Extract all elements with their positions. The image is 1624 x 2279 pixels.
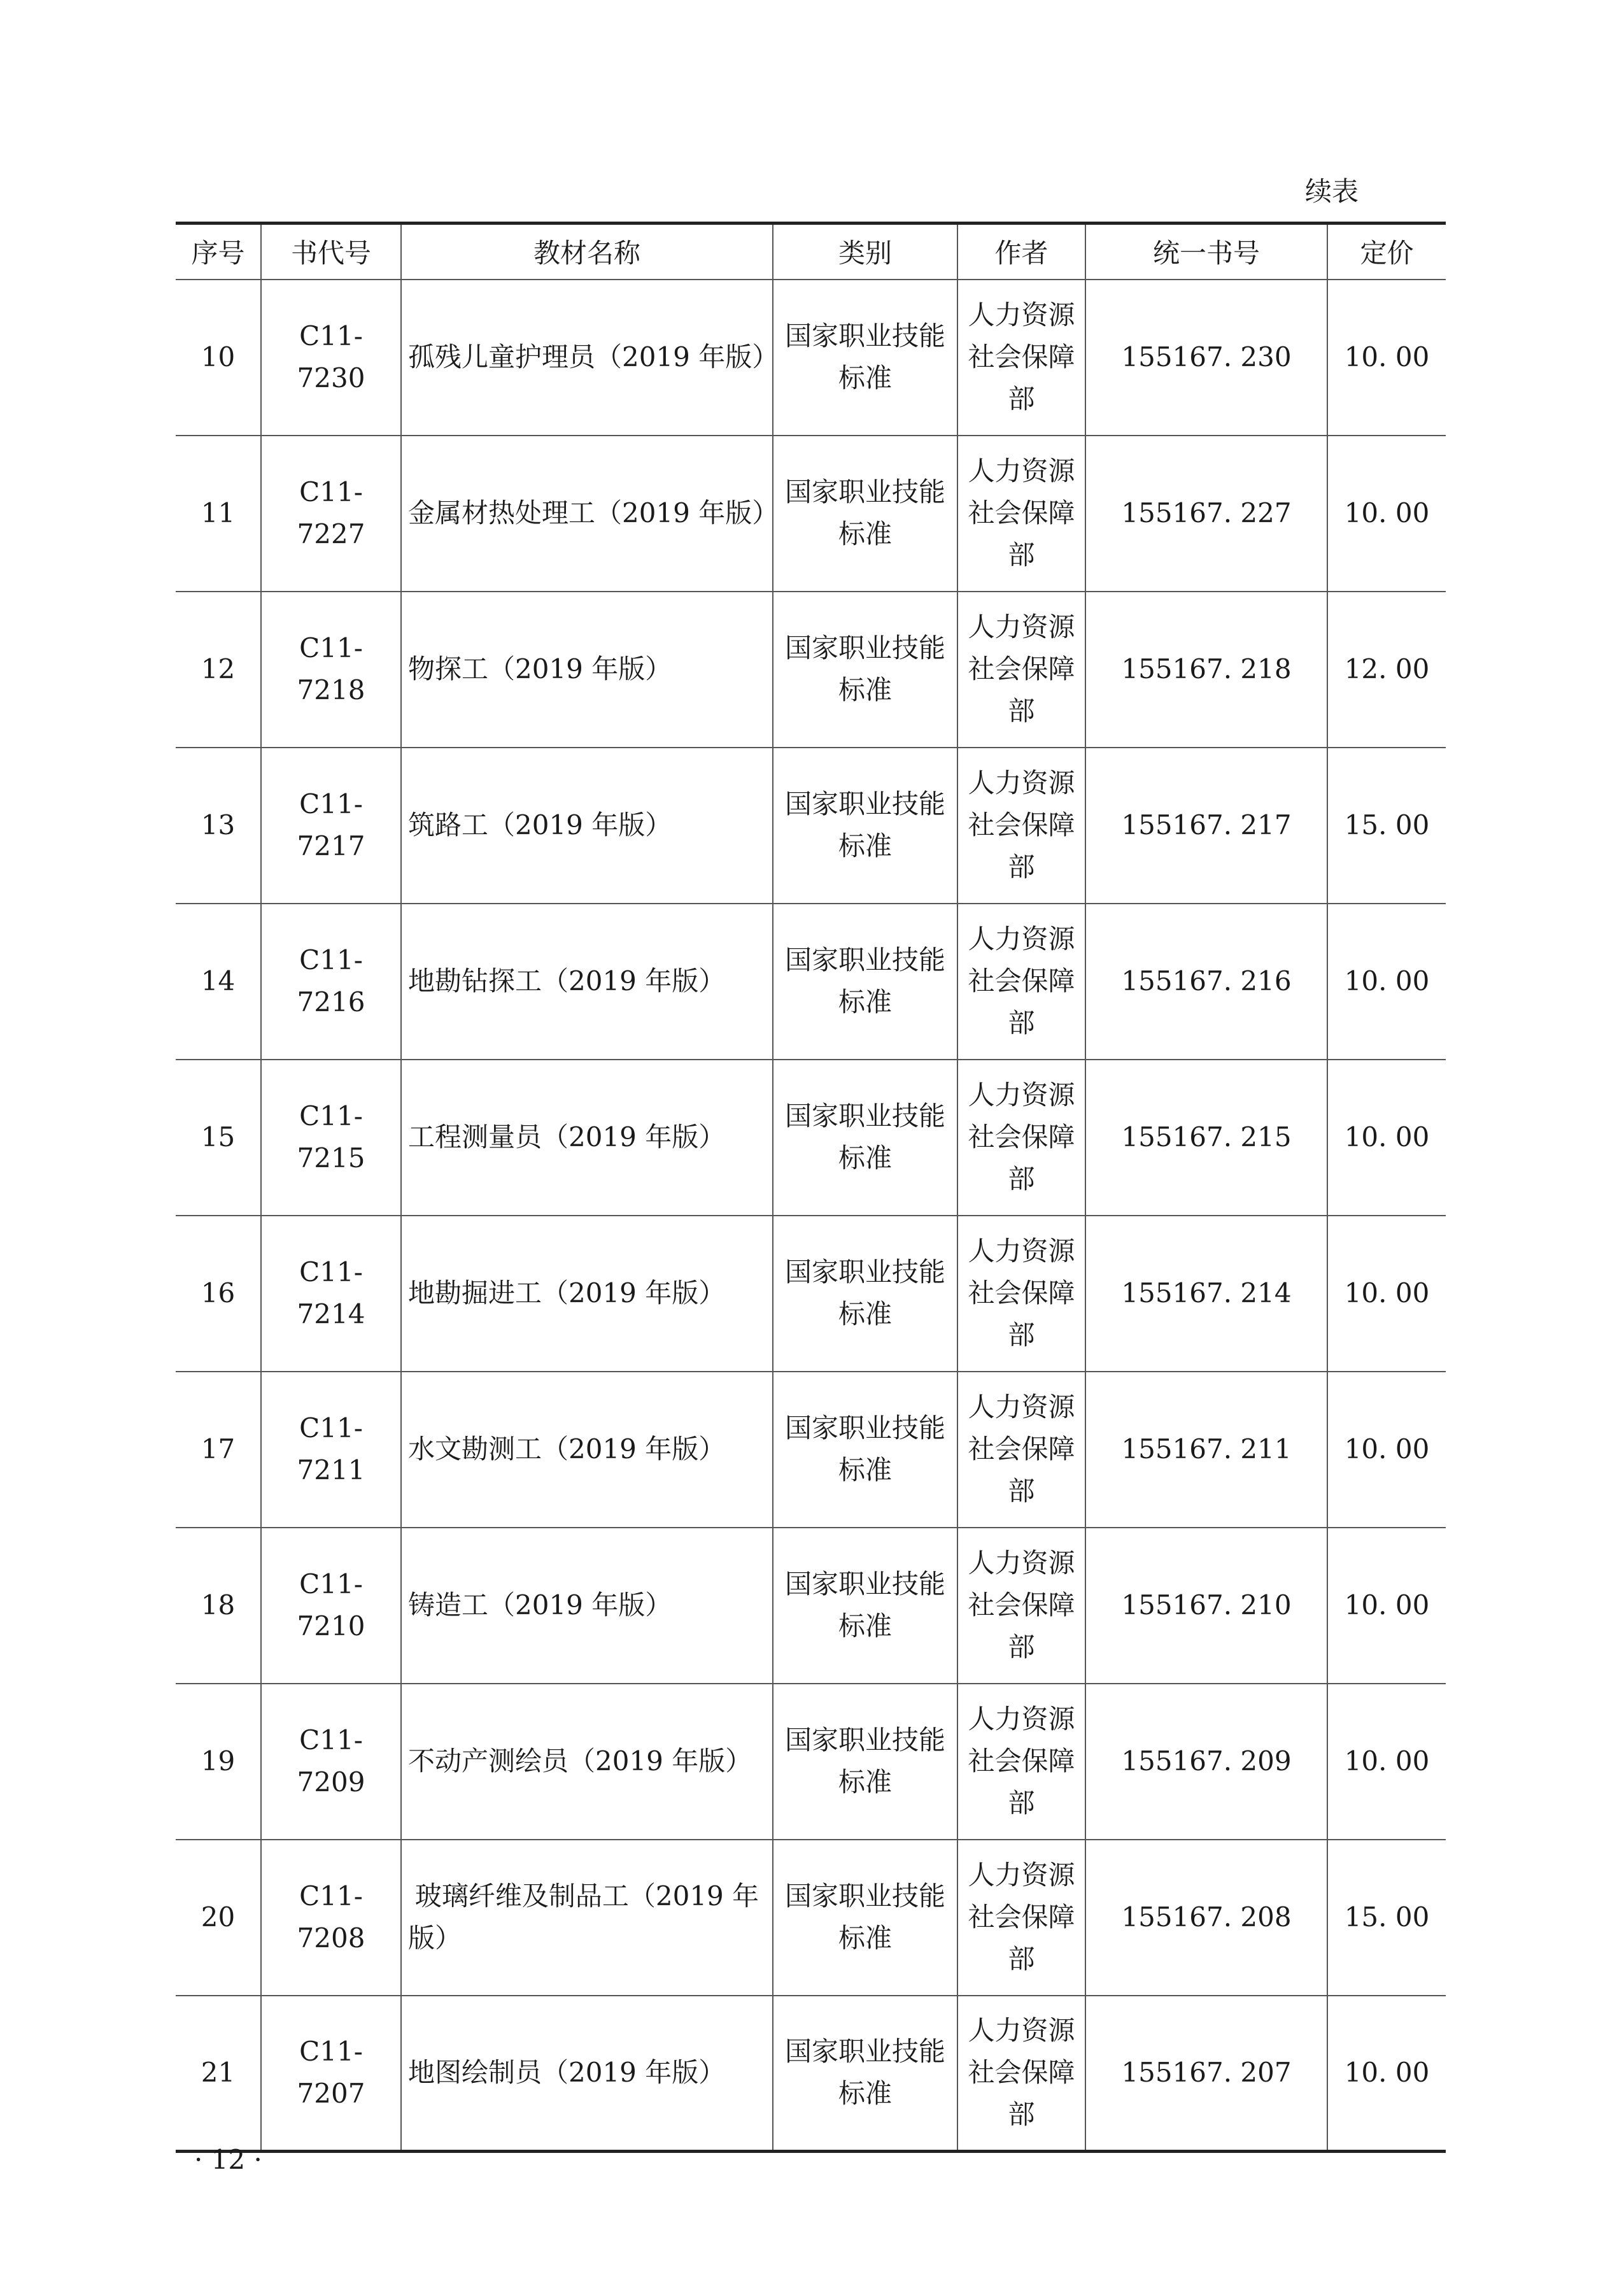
cell-index: 18 <box>176 1528 261 1684</box>
cell-author: 人力资源社会保障部 <box>957 1996 1085 2152</box>
cell-author: 人力资源社会保障部 <box>957 1060 1085 1216</box>
cell-type: 国家职业技能标准 <box>773 1372 957 1528</box>
cell-index: 11 <box>176 436 261 592</box>
cell-isbn: 155167. 215 <box>1085 1060 1327 1216</box>
cell-author: 人力资源社会保障部 <box>957 1840 1085 1996</box>
page-number: · 12 · <box>194 2144 262 2175</box>
cell-price: 10. 00 <box>1327 1528 1446 1684</box>
table-row <box>176 1840 1446 1996</box>
cell-isbn: 155167. 207 <box>1085 1996 1327 2152</box>
cell-price: 10. 00 <box>1327 1216 1446 1372</box>
table-row <box>176 592 1446 748</box>
cell-author: 人力资源社会保障部 <box>957 1372 1085 1528</box>
cell-price: 10. 00 <box>1327 904 1446 1060</box>
table-row <box>176 1060 1446 1216</box>
cell-name: 孤残儿童护理员（2019 年版） <box>401 280 773 436</box>
cell-author: 人力资源社会保障部 <box>957 280 1085 436</box>
cell-type: 国家职业技能标准 <box>773 1996 957 2152</box>
column-header-price: 定价 <box>1327 224 1446 280</box>
cell-type: 国家职业技能标准 <box>773 436 957 592</box>
cell-name: 铸造工（2019 年版） <box>401 1528 773 1684</box>
cell-code: C11-7208 <box>261 1840 401 1996</box>
cell-type: 国家职业技能标准 <box>773 748 957 904</box>
table-row <box>176 1684 1446 1840</box>
cell-code: C11-7210 <box>261 1528 401 1684</box>
catalog-table <box>176 222 1446 2153</box>
table-row <box>176 436 1446 592</box>
cell-isbn: 155167. 218 <box>1085 592 1327 748</box>
cell-author: 人力资源社会保障部 <box>957 748 1085 904</box>
cell-code: C11-7218 <box>261 592 401 748</box>
cell-code: C11-7230 <box>261 280 401 436</box>
table-row <box>176 1528 1446 1684</box>
header-row <box>176 224 1446 280</box>
cell-code: C11-7215 <box>261 1060 401 1216</box>
continued-label: 续表 <box>1305 176 1359 207</box>
cell-type: 国家职业技能标准 <box>773 1060 957 1216</box>
cell-name: 地勘掘进工（2019 年版） <box>401 1216 773 1372</box>
cell-price: 10. 00 <box>1327 280 1446 436</box>
cell-price: 10. 00 <box>1327 1060 1446 1216</box>
cell-author: 人力资源社会保障部 <box>957 1684 1085 1840</box>
cell-price: 10. 00 <box>1327 436 1446 592</box>
cell-name: 地图绘制员（2019 年版） <box>401 1996 773 2152</box>
column-header-author: 作者 <box>957 224 1085 280</box>
cell-code: C11-7227 <box>261 436 401 592</box>
cell-author: 人力资源社会保障部 <box>957 436 1085 592</box>
cell-price: 10. 00 <box>1327 1684 1446 1840</box>
column-header-isbn: 统一书号 <box>1085 224 1327 280</box>
cell-price: 10. 00 <box>1327 1372 1446 1528</box>
cell-index: 19 <box>176 1684 261 1840</box>
cell-isbn: 155167. 217 <box>1085 748 1327 904</box>
table-row <box>176 748 1446 904</box>
column-header-index: 序号 <box>176 224 261 280</box>
cell-code: C11-7214 <box>261 1216 401 1372</box>
cell-type: 国家职业技能标准 <box>773 1528 957 1684</box>
cell-name: 金属材热处理工（2019 年版） <box>401 436 773 592</box>
cell-author: 人力资源社会保障部 <box>957 1216 1085 1372</box>
cell-type: 国家职业技能标准 <box>773 904 957 1060</box>
cell-index: 17 <box>176 1372 261 1528</box>
cell-name: 地勘钻探工（2019 年版） <box>401 904 773 1060</box>
table-row <box>176 1996 1446 2152</box>
cell-price: 12. 00 <box>1327 592 1446 748</box>
cell-author: 人力资源社会保障部 <box>957 904 1085 1060</box>
cell-name: 不动产测绘员（2019 年版） <box>401 1684 773 1840</box>
cell-isbn: 155167. 209 <box>1085 1684 1327 1840</box>
cell-price: 10. 00 <box>1327 1996 1446 2152</box>
column-header-code: 书代号 <box>261 224 401 280</box>
cell-index: 15 <box>176 1060 261 1216</box>
cell-isbn: 155167. 216 <box>1085 904 1327 1060</box>
cell-name: 物探工（2019 年版） <box>401 592 773 748</box>
cell-name: 玻璃纤维及制品工（2019 年版） <box>401 1840 773 1996</box>
table-row <box>176 1216 1446 1372</box>
cell-index: 14 <box>176 904 261 1060</box>
cell-isbn: 155167. 210 <box>1085 1528 1327 1684</box>
cell-name: 工程测量员（2019 年版） <box>401 1060 773 1216</box>
cell-type: 国家职业技能标准 <box>773 1840 957 1996</box>
cell-index: 21 <box>176 1996 261 2152</box>
cell-index: 16 <box>176 1216 261 1372</box>
cell-type: 国家职业技能标准 <box>773 1216 957 1372</box>
cell-isbn: 155167. 227 <box>1085 436 1327 592</box>
cell-isbn: 155167. 211 <box>1085 1372 1327 1528</box>
table-row <box>176 280 1446 436</box>
cell-code: C11-7209 <box>261 1684 401 1840</box>
cell-type: 国家职业技能标准 <box>773 280 957 436</box>
cell-price: 15. 00 <box>1327 1840 1446 1996</box>
cell-code: C11-7217 <box>261 748 401 904</box>
cell-isbn: 155167. 230 <box>1085 280 1327 436</box>
cell-code: C11-7207 <box>261 1996 401 2152</box>
cell-author: 人力资源社会保障部 <box>957 592 1085 748</box>
cell-index: 13 <box>176 748 261 904</box>
cell-code: C11-7211 <box>261 1372 401 1528</box>
cell-name: 水文勘测工（2019 年版） <box>401 1372 773 1528</box>
cell-author: 人力资源社会保障部 <box>957 1528 1085 1684</box>
cell-index: 12 <box>176 592 261 748</box>
cell-index: 20 <box>176 1840 261 1996</box>
cell-isbn: 155167. 214 <box>1085 1216 1327 1372</box>
table-row <box>176 1372 1446 1528</box>
cell-type: 国家职业技能标准 <box>773 592 957 748</box>
column-header-name: 教材名称 <box>401 224 773 280</box>
cell-name: 筑路工（2019 年版） <box>401 748 773 904</box>
column-header-type: 类别 <box>773 224 957 280</box>
cell-code: C11-7216 <box>261 904 401 1060</box>
cell-price: 15. 00 <box>1327 748 1446 904</box>
cell-type: 国家职业技能标准 <box>773 1684 957 1840</box>
table-row <box>176 904 1446 1060</box>
cell-index: 10 <box>176 280 261 436</box>
cell-isbn: 155167. 208 <box>1085 1840 1327 1996</box>
